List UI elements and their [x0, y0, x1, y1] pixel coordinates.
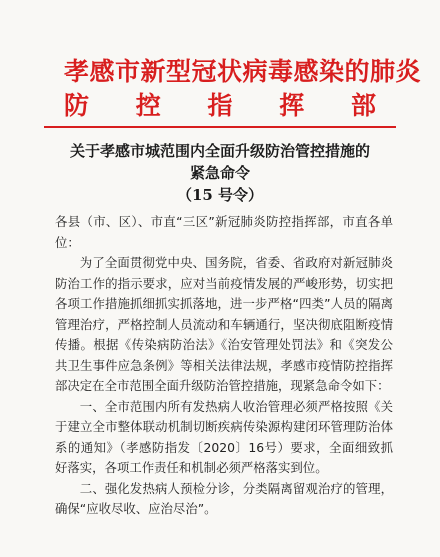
- bottom-fade: [0, 527, 440, 557]
- issuer-char: 指: [207, 91, 233, 120]
- issuer-name-line2: [64, 86, 376, 122]
- issuer-char: 防: [64, 91, 90, 120]
- document-title: [0, 140, 440, 206]
- document-body: [55, 212, 393, 520]
- body-paragraph: 一、全市范围内所有发热病人收治管理必须严格按照《关于建立全市整体联动机制切断疾病传染源构建闭环管理防治体系的通知》（孝感防指发〔2020〕16号）要求，全面细致抓好落实，各项工作责任和机制必须严格落实到位。: [55, 398, 393, 475]
- issuer-char: 挥: [279, 91, 305, 120]
- body-paragraph: 为了全面贯彻党中央、国务院，省委、省政府对新冠肺炎防治工作的指示要求，应对当前疫情发展的严峻形势，切实把各项工作措施抓细抓实抓落地，进一步严格“四类”人员的隔离管理治疗，严格控制人员流动和车辆通行，坚决彻底阻断疫情传播。根据《传染病防治法》《治安管理处罚法》和《突发公共卫生事件应急条例》等相关法律法规，孝感市疫情防控指挥部决定在全市范围全面升级防治管控措施，现紧急命令如下：: [55, 255, 393, 393]
- issuer-char: 部: [350, 91, 376, 120]
- salutation: 各县（市、区）、市直“三区”新冠肺炎防控指挥部，市直各单位：: [55, 214, 393, 250]
- red-divider-line: [44, 126, 396, 128]
- body-paragraph: 二、强化发热病人预检分诊，分类隔离留观治疗的管理，确保“应收尽收、应治尽治”。: [55, 480, 393, 516]
- issuer-char: 控: [135, 91, 161, 120]
- issuer-name-line1: 孝感市新型冠状病毒感染的肺炎: [64, 57, 422, 86]
- title-line2: 紧急命令: [189, 164, 250, 182]
- title-line1: 关于孝感市城范围内全面升级防治管控措施的: [69, 142, 370, 160]
- order-number: （15 号令）: [176, 186, 264, 204]
